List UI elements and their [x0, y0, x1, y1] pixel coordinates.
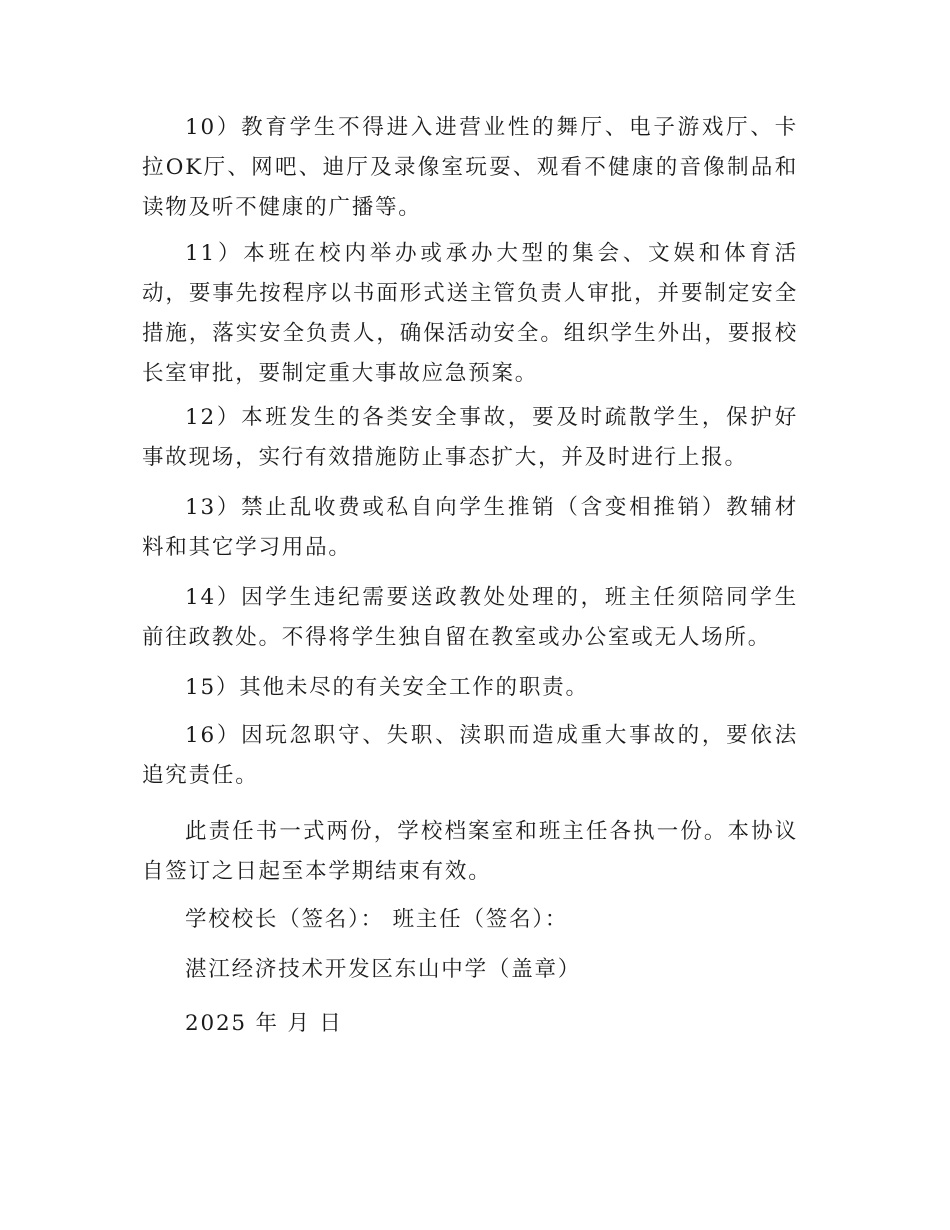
paragraph-16: 16）因玩忽职守、失职、渎职而造成重大事故的，要依法追究责任。: [142, 723, 798, 788]
date-line: 2025 年 月 日: [185, 1011, 343, 1036]
closing-paragraph: 此责任书一式两份，学校档案室和班主任各执一份。本协议自签订之日起至本学期结束有效。: [142, 819, 798, 884]
school-seal-line: 湛江经济技术开发区东山中学（盖章）: [185, 957, 582, 982]
paragraph-13: 13）禁止乱收费或私自向学生推销（含变相推销）教辅材料和其它学习用品。: [142, 495, 798, 560]
paragraph-10: 10）教育学生不得进入进营业性的舞厅、电子游戏厅、卡拉OK厅、网吧、迪厅及录像室玩耍、观看不健康的音像制品和读物及听不健康的广播等。: [142, 115, 798, 220]
paragraph-15: 15）其他未尽的有关安全工作的职责。: [185, 675, 589, 700]
signature-line: 学校校长（签名）： 班主任（签名）：: [185, 907, 569, 932]
paragraph-14: 14）因学生违纪需要送政教处处理的，班主任须陪同学生前往政教处。不得将学生独自留在教室或办公室或无人场所。: [142, 585, 798, 650]
paragraph-12: 12）本班发生的各类安全事故，要及时疏散学生，保护好事故现场，实行有效措施防止事态扩大，并及时进行上报。: [142, 405, 798, 470]
paragraph-11: 11）本班在校内举办或承办大型的集会、文娱和体育活动，要事先按程序以书面形式送主管负责人审批，并要制定安全措施，落实安全负责人，确保活动安全。组织学生外出，要报校长室审批，要制定重大事故应急预案。: [142, 241, 798, 386]
